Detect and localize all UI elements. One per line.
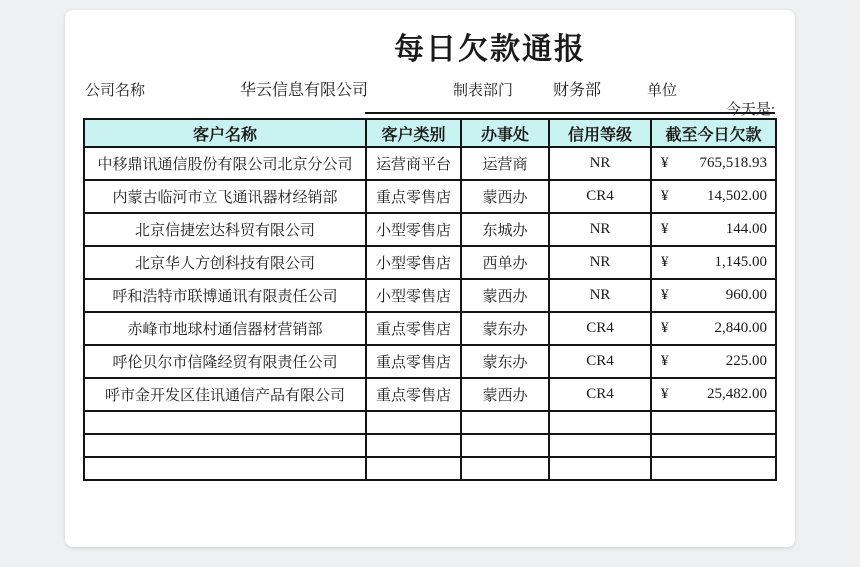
customer-name-cell: 北京华人方创科技有限公司 (84, 246, 366, 279)
customer-category-cell: 小型零售店 (366, 279, 461, 312)
credit-rating-cell: NR (549, 147, 651, 180)
customer-name-cell: 中移鼎讯通信股份有限公司北京分公司 (84, 147, 366, 180)
customer-name-cell: 呼和浩特市联博通讯有限责任公司 (84, 279, 366, 312)
currency-symbol: ¥ (661, 155, 669, 171)
table-row (84, 378, 776, 411)
amount-cell (651, 312, 776, 345)
report-page (65, 10, 795, 547)
table-row (84, 147, 776, 180)
customer-category-cell: 重点零售店 (366, 345, 461, 378)
amount-cell (651, 279, 776, 312)
credit-rating-cell: NR (549, 213, 651, 246)
office-cell: 运营商 (461, 147, 549, 180)
unit-label: 单位 (647, 83, 678, 99)
amount-cell (651, 345, 776, 378)
amount-cell (651, 180, 776, 213)
empty-cell (651, 457, 776, 480)
empty-table-row (84, 434, 776, 457)
dept-label: 制表部门 (453, 83, 514, 99)
empty-cell (366, 457, 461, 480)
table-header-row (84, 119, 776, 147)
currency-symbol: ¥ (661, 386, 669, 402)
amount-cell (651, 213, 776, 246)
amount-value: 25,482.00 (707, 386, 767, 402)
customer-category-cell: 重点零售店 (366, 378, 461, 411)
table-row (84, 180, 776, 213)
credit-rating-cell: CR4 (549, 345, 651, 378)
credit-rating-cell: NR (549, 279, 651, 312)
currency-symbol: ¥ (661, 287, 669, 303)
customer-name-cell: 北京信捷宏达科贸有限公司 (84, 213, 366, 246)
customer-name-cell: 赤峰市地球村通信器材营销部 (84, 312, 366, 345)
empty-cell (549, 434, 651, 457)
amount-cell (651, 246, 776, 279)
empty-cell (84, 434, 366, 457)
table-row (84, 345, 776, 378)
amount-value: 144.00 (725, 221, 767, 237)
credit-rating-cell: NR (549, 246, 651, 279)
amount-value: 765,518.93 (699, 155, 767, 171)
page-title: 每日欠款通报 (394, 33, 586, 66)
office-cell: 蒙西办 (461, 279, 549, 312)
office-cell: 东城办 (461, 213, 549, 246)
customer-name-cell: 呼伦贝尔市信隆经贸有限责任公司 (84, 345, 366, 378)
currency-symbol: ¥ (661, 221, 669, 237)
amount-value: 1,145.00 (714, 254, 767, 270)
customer-category-cell: 小型零售店 (366, 213, 461, 246)
currency-symbol: ¥ (661, 254, 669, 270)
amount-value: 960.00 (725, 287, 767, 303)
header-debt-to-date: 截至今日欠款 (651, 119, 776, 147)
customer-name-cell: 呼市金开发区佳讯通信产品有限公司 (84, 378, 366, 411)
header-customer-name: 客户名称 (84, 119, 366, 147)
customer-category-cell: 重点零售店 (366, 312, 461, 345)
table-row (84, 213, 776, 246)
empty-cell (366, 411, 461, 434)
office-cell: 西单办 (461, 246, 549, 279)
table-row (84, 279, 776, 312)
today-label: 今天是: (725, 102, 775, 118)
debt-table (83, 118, 777, 481)
empty-cell (549, 457, 651, 480)
header-customer-category: 客户类别 (366, 119, 461, 147)
empty-cell (461, 434, 549, 457)
credit-rating-cell: CR4 (549, 180, 651, 213)
empty-cell (84, 457, 366, 480)
table-body (84, 147, 776, 480)
customer-category-cell: 运营商平台 (366, 147, 461, 180)
dept-value: 财务部 (553, 82, 602, 99)
company-name-value: 华云信息有限公司 (240, 82, 369, 99)
empty-cell (366, 434, 461, 457)
empty-table-row (84, 457, 776, 480)
header-office: 办事处 (461, 119, 549, 147)
customer-name-cell: 内蒙古临河市立飞通讯器材经销部 (84, 180, 366, 213)
currency-symbol: ¥ (661, 188, 669, 204)
amount-value: 2,840.00 (714, 320, 767, 336)
currency-symbol: ¥ (661, 320, 669, 336)
credit-rating-cell: CR4 (549, 312, 651, 345)
office-cell: 蒙西办 (461, 180, 549, 213)
empty-cell (651, 434, 776, 457)
office-cell: 蒙西办 (461, 378, 549, 411)
empty-table-row (84, 411, 776, 434)
amount-value: 225.00 (725, 353, 767, 369)
currency-symbol: ¥ (661, 353, 669, 369)
company-name-label: 公司名称 (85, 83, 146, 99)
amount-cell (651, 147, 776, 180)
empty-cell (549, 411, 651, 434)
customer-category-cell: 小型零售店 (366, 246, 461, 279)
office-cell: 蒙东办 (461, 345, 549, 378)
empty-cell (651, 411, 776, 434)
empty-cell (84, 411, 366, 434)
amount-cell (651, 378, 776, 411)
empty-cell (461, 457, 549, 480)
amount-value: 14,502.00 (707, 188, 767, 204)
table-row (84, 312, 776, 345)
customer-category-cell: 重点零售店 (366, 180, 461, 213)
date-underline (365, 100, 775, 114)
header-credit-rating: 信用等级 (549, 119, 651, 147)
empty-cell (461, 411, 549, 434)
credit-rating-cell: CR4 (549, 378, 651, 411)
office-cell: 蒙东办 (461, 312, 549, 345)
table-row (84, 246, 776, 279)
